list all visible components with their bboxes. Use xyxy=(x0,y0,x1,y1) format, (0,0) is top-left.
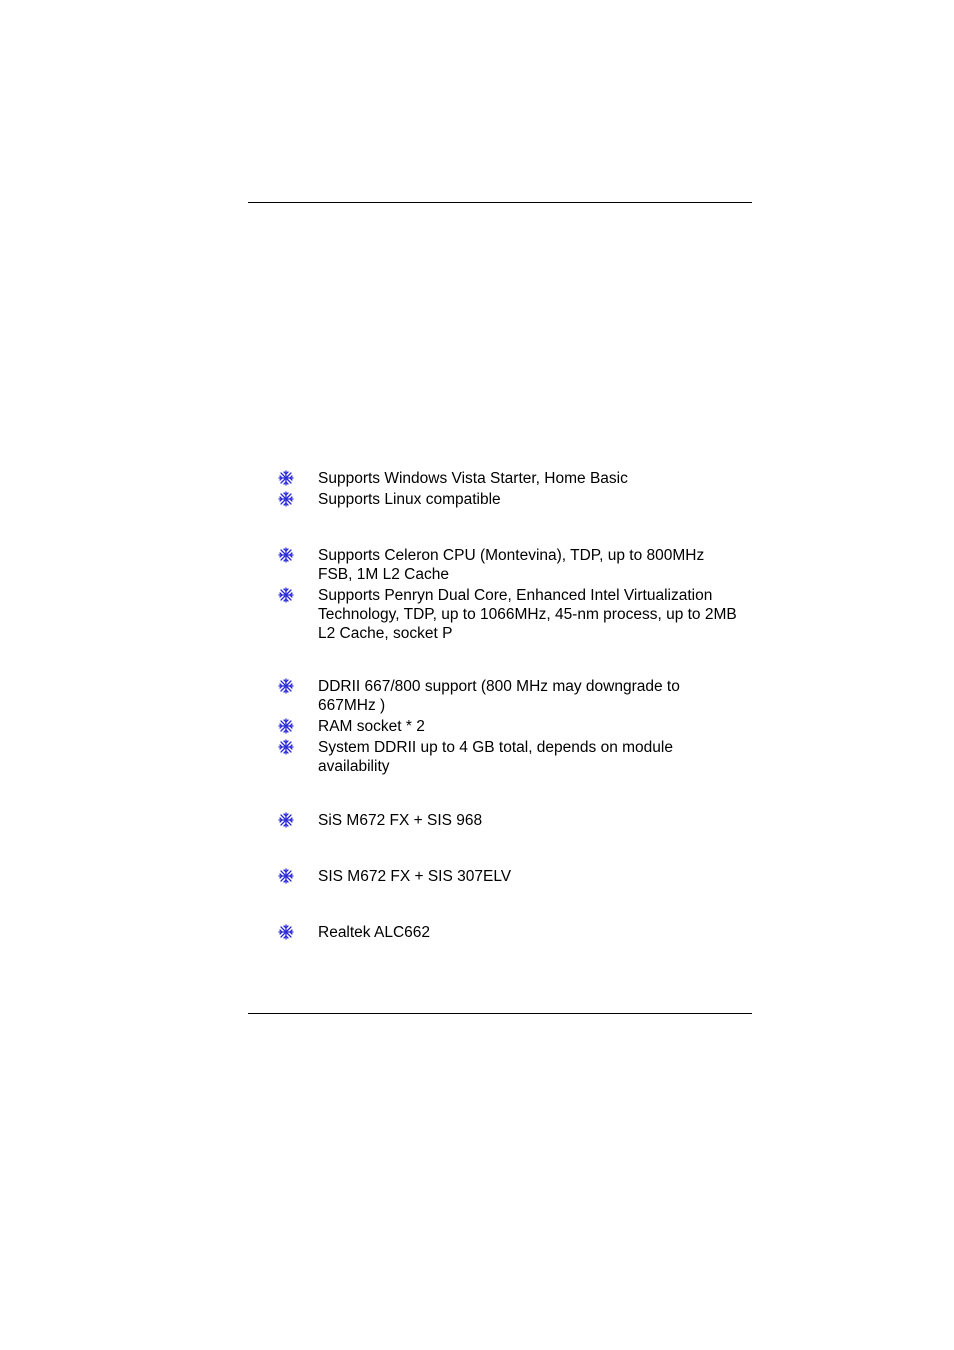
snowflake-bullet-icon xyxy=(278,868,294,884)
list-item xyxy=(278,677,738,715)
list-item xyxy=(278,586,738,643)
snowflake-bullet-icon xyxy=(278,812,294,828)
list-item xyxy=(278,738,738,776)
snowflake-bullet-icon xyxy=(278,491,294,507)
list-item-text: Realtek ALC662 xyxy=(318,924,431,941)
list-item xyxy=(278,923,738,942)
list-item-text: Supports Celeron CPU (Montevina), TDP, up to 800MHz FSB, 1M L2 Cache xyxy=(318,547,705,583)
section-memory xyxy=(278,677,738,778)
section-video xyxy=(278,867,738,888)
list-item-text: Supports Penryn Dual Core, Enhanced Intel Virtualization Technology, TDP, up to 1066MHz, 45-nm process, up to 2MB L2 Cache, socket P xyxy=(318,587,737,642)
snowflake-bullet-icon xyxy=(278,587,294,603)
snowflake-bullet-icon xyxy=(278,739,294,755)
top-divider xyxy=(248,202,752,203)
section-cpu xyxy=(278,546,738,645)
section-chipset xyxy=(278,811,738,832)
bottom-divider xyxy=(248,1013,752,1014)
snowflake-bullet-icon xyxy=(278,718,294,734)
list-item-text: SiS M672 FX + SIS 968 xyxy=(318,812,483,829)
list-item-text: DDRII 667/800 support (800 MHz may downgrade to 667MHz ) xyxy=(318,678,680,714)
snowflake-bullet-icon xyxy=(278,678,294,694)
list-item xyxy=(278,490,738,509)
list-item xyxy=(278,546,738,584)
list-item xyxy=(278,811,738,830)
snowflake-bullet-icon xyxy=(278,547,294,563)
snowflake-bullet-icon xyxy=(278,470,294,486)
list-item xyxy=(278,867,738,886)
section-os xyxy=(278,469,738,511)
list-item-text: System DDRII up to 4 GB total, depends on module availability xyxy=(318,739,673,775)
list-item-text: Supports Linux compatible xyxy=(318,491,501,508)
list-item-text: Supports Windows Vista Starter, Home Basic xyxy=(318,470,628,487)
list-item-text: SIS M672 FX + SIS 307ELV xyxy=(318,868,512,885)
list-item-text: RAM socket * 2 xyxy=(318,718,425,735)
section-audio xyxy=(278,923,738,944)
snowflake-bullet-icon xyxy=(278,924,294,940)
list-item xyxy=(278,717,738,736)
list-item xyxy=(278,469,738,488)
